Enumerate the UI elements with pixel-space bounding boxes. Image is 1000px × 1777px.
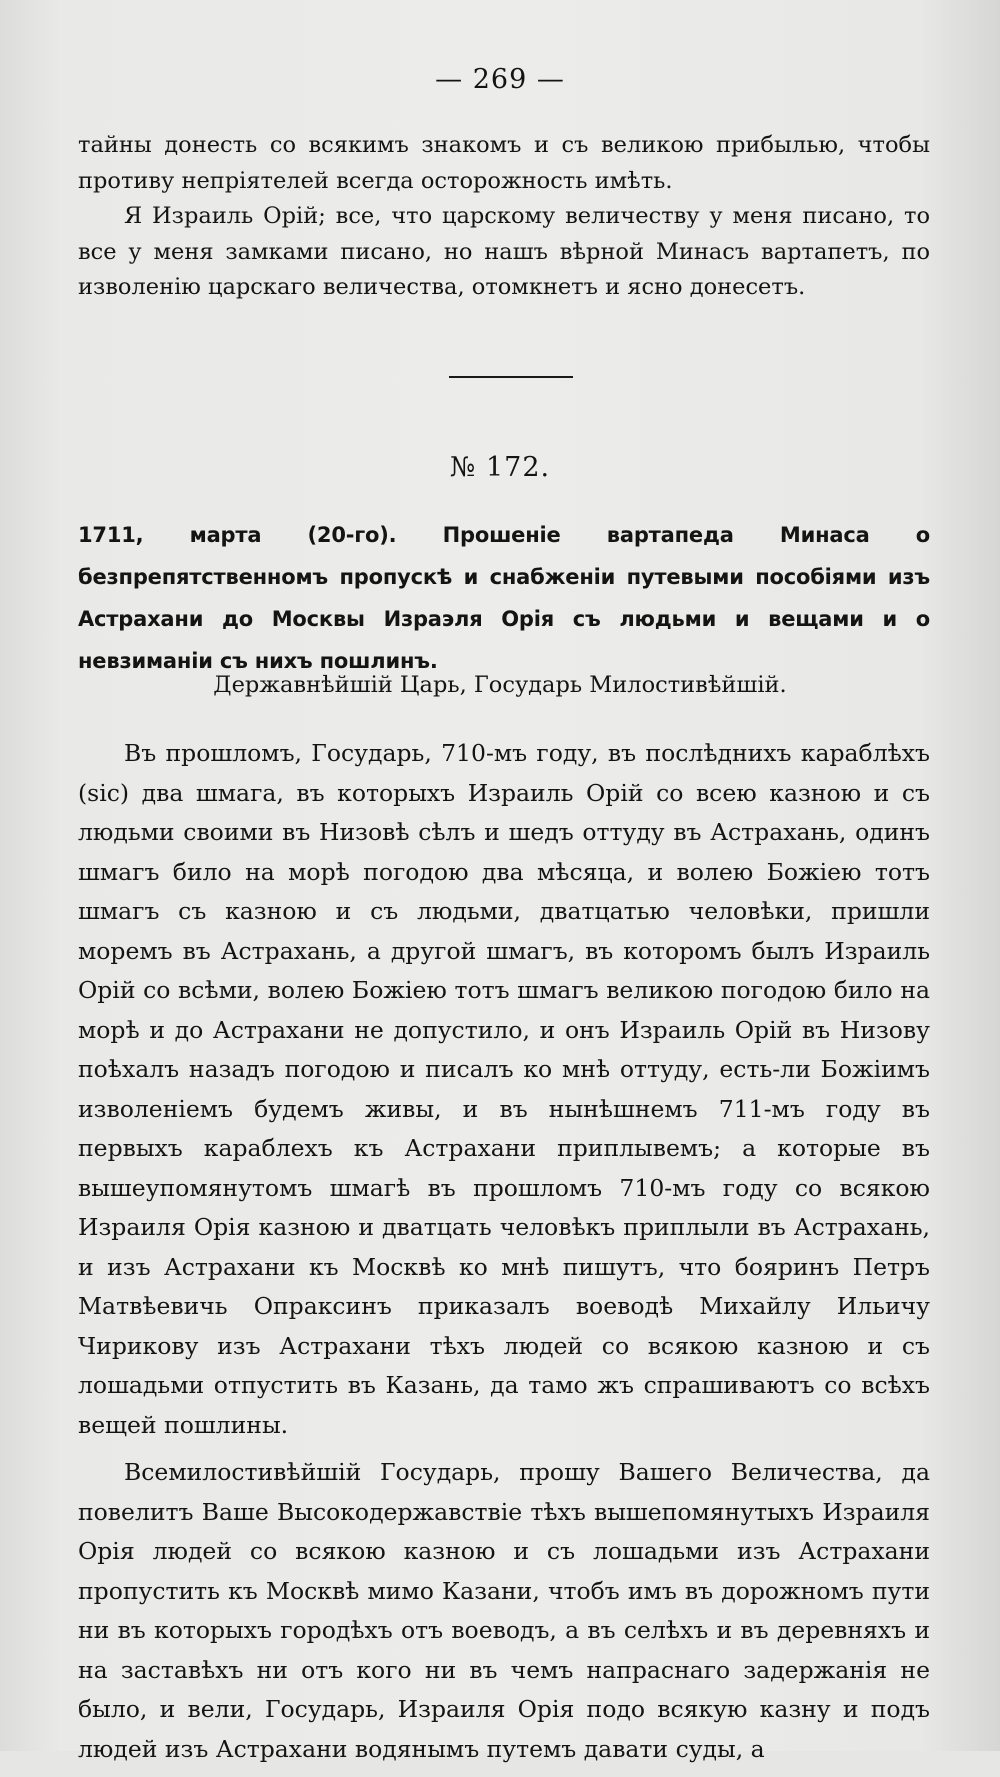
continuation-text xyxy=(78,128,930,306)
body-paragraph: Въ прошломъ, Государь, 710-мъ году, въ послѣднихъ караблѣхъ (sic) два шмага, въ которыхъ Израиль Орій со всею казною и съ людьми своими въ Низовѣ сѣлъ и шедъ оттуду въ Астрахань, одинъ шмагъ било на морѣ погодою два мѣсяца, и волею Божіею тотъ шмагъ съ казною и съ людьми, дватцатью человѣки, пришли моремъ въ Астрахань, а другой шмагъ, въ которомъ былъ Израиль Орій со всѣми, волею Божіею тотъ шмагъ великою погодою било на морѣ и до Астрахани не допустило, и онъ Израиль Орій въ Низову поѣхалъ назадъ погодою и писалъ ко мнѣ оттуду, есть-ли Божіимъ изволеніемъ будемъ живы, и въ нынѣшнемъ 711-мъ году въ первыхъ караблехъ къ Астрахани приплывемъ; а которые въ вышеупомянутомъ шмагѣ въ прошломъ 710-мъ году со всякою Израиля Орія казною и дватцать человѣкъ приплыли въ Астрахань, и изъ Астрахани къ Москвѣ ко мнѣ пишутъ, что бояринъ Петръ Матвѣевичь Опраксинъ приказалъ воеводѣ Михайлу Ильичу Чирикову изъ Астрахани тѣхъ людей со всякою казною и съ лошадьми отпустить въ Казань, да тамо жъ спрашиваютъ со всѣхъ вещей пошлины. xyxy=(78,739,930,1439)
document-heading xyxy=(78,514,930,682)
continuation-paragraph: тайны донесть со всякимъ знакомъ и съ великою прибылью, чтобы противу непріятелей всегда осторожность имѣть. xyxy=(78,132,930,194)
body-paragraph: Всемилостивѣйшій Государь, прошу Вашего Величества, да повелитъ Ваше Высокодержавствіе тѣхъ вышепомянутыхъ Израиля Орія людей со всякою казною и съ лошадьми изъ Астрахани пропустить къ Москвѣ мимо Казани, чтобъ имъ въ дорожномъ пути ни въ которыхъ городѣхъ отъ воеводъ, а въ селѣхъ и въ деревняхъ и на заставѣхъ ни отъ кого ни въ чемъ напраснаго задержанія не было, и вели, Государь, Израиля Орія подо всякую казну и подъ людей изъ Астрахани водянымъ путемъ давати суды, а xyxy=(78,1458,930,1763)
document-number: № 172. xyxy=(449,452,551,483)
continuation-paragraph: Я Израиль Орій; все, что царскому величеству у меня писано, то все у меня замками писано, но нашъ вѣрной Минасъ вартапетъ, по изволенію царскаго величества, отомкнетъ и ясно донесетъ. xyxy=(78,203,930,300)
document-body xyxy=(78,734,930,1777)
document-heading-text: 1711, марта (20-го). Прошеніе вартапеда Минаса о безпрепятственномъ пропускѣ и снабженіи путевыми пособіями изъ Астрахани до Москвы Израэля Орія съ людьми и вещами и о невзиманіи съ нихъ пошлинъ. xyxy=(78,523,930,673)
section-divider xyxy=(449,376,573,378)
salutation: Державнѣйшій Царь, Государь Милостивѣйшій. xyxy=(213,672,787,698)
page-number: — 269 — xyxy=(435,64,565,95)
